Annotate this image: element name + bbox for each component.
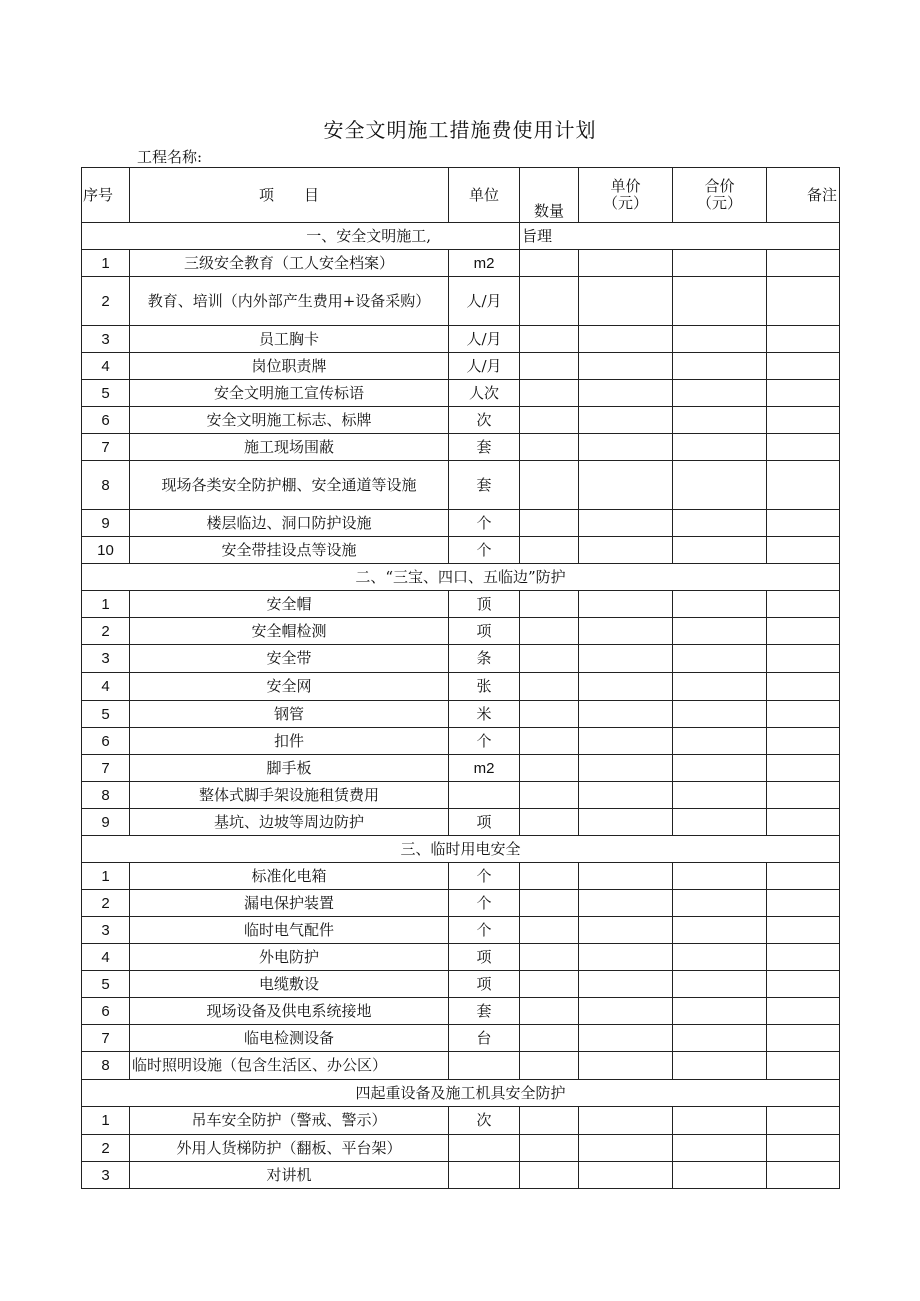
row-item: 漏电保护装置 [130,890,449,917]
row-no: 4 [82,944,130,971]
row-item: 安全带挂设点等设施 [130,537,449,564]
row-unit: 套 [449,434,520,461]
row-no: 6 [82,728,130,755]
table-row [82,728,840,755]
row-unit: 次 [449,1107,520,1135]
header-unit: 单位 [449,168,520,223]
table-row [82,809,840,836]
table-row [82,353,840,380]
row-unit: m2 [449,250,520,277]
row-unit: 人/月 [449,277,520,326]
table-row [82,645,840,673]
row-no: 4 [82,353,130,380]
row-unit: 顶 [449,591,520,618]
row-unit: 条 [449,645,520,673]
row-unit: 个 [449,510,520,537]
table-row [82,944,840,971]
row-item: 安全帽 [130,591,449,618]
table-row [82,782,840,809]
row-unit: 项 [449,618,520,645]
table-row [82,917,840,944]
table-row [82,510,840,537]
row-unit: 项 [449,809,520,836]
project-name-label: 工程名称: [137,148,203,166]
row-unit: 个 [449,890,520,917]
table-row [82,461,840,510]
row-unit: 项 [449,971,520,998]
row-no: 2 [82,1135,130,1162]
row-unit: 个 [449,917,520,944]
row-no: 7 [82,1025,130,1052]
row-no: 6 [82,407,130,434]
cost-plan-table [81,167,840,1189]
row-no: 3 [82,645,130,673]
row-item: 安全帽检测 [130,618,449,645]
section-title: 一、安全文明施工, [82,223,520,250]
section-title: 二、“三宝、四口、五临边”防护 [82,564,840,591]
row-item: 钢管 [130,701,449,728]
table-row [82,407,840,434]
row-unit: 套 [449,998,520,1025]
page-title: 安全文明施工措施费使用计划 [323,118,597,142]
row-no: 7 [82,434,130,461]
row-unit: 人/月 [449,326,520,353]
row-item: 教育、培训（内外部产生费用+设备采购） [130,277,449,326]
row-item: 标准化电箱 [130,863,449,890]
table-row [82,1025,840,1052]
row-no: 8 [82,461,130,510]
row-unit [449,1135,520,1162]
row-unit: 张 [449,673,520,701]
table-row [82,618,840,645]
header-row [82,168,840,223]
table-row [82,434,840,461]
row-item: 岗位职责牌 [130,353,449,380]
table-row [82,701,840,728]
row-item: 外用人货梯防护（翻板、平台架） [130,1135,449,1162]
row-no: 1 [82,1107,130,1135]
row-no: 1 [82,250,130,277]
row-no: 3 [82,1162,130,1189]
row-item: 外电防护 [130,944,449,971]
row-unit [449,1052,520,1080]
row-unit [449,1162,520,1189]
header-total-line2: （元） [696,194,742,212]
row-unit: 个 [449,728,520,755]
row-no: 8 [82,782,130,809]
section-row [82,223,840,250]
row-no: 3 [82,326,130,353]
row-no: 2 [82,890,130,917]
section-extra: 旨理 [520,223,840,250]
header-unit-price-line2: （元） [602,194,648,212]
header-qty: 数量 [520,168,579,223]
table-row [82,755,840,782]
row-no: 8 [82,1052,130,1080]
row-item: 扣件 [130,728,449,755]
row-item: 安全文明施工标志、标牌 [130,407,449,434]
row-unit: 套 [449,461,520,510]
row-item: 现场设备及供电系统接地 [130,998,449,1025]
row-no: 10 [82,537,130,564]
row-unit: 人次 [449,380,520,407]
table-row [82,250,840,277]
row-item: 对讲机 [130,1162,449,1189]
row-no: 9 [82,510,130,537]
row-item: 三级安全教育（工人安全档案） [130,250,449,277]
section-row [82,1080,840,1107]
table-row [82,591,840,618]
table-row [82,277,840,326]
table-row [82,890,840,917]
row-unit [449,782,520,809]
row-no: 7 [82,755,130,782]
row-no: 1 [82,591,130,618]
row-unit: 个 [449,863,520,890]
row-item: 员工胸卡 [130,326,449,353]
row-no: 5 [82,971,130,998]
table-row [82,998,840,1025]
table-row [82,537,840,564]
table-row [82,380,840,407]
row-no: 5 [82,380,130,407]
table-row [82,673,840,701]
section-title: 三、临时用电安全 [82,836,840,863]
row-item: 安全文明施工宣传标语 [130,380,449,407]
row-item: 现场各类安全防护棚、安全通道等设施 [130,461,449,510]
section-title: 四起重设备及施工机具安全防护 [82,1080,840,1107]
header-unit-price-line1: 单价 [610,177,641,195]
header-note: 备注 [767,168,840,223]
row-item: 楼层临边、洞口防护设施 [130,510,449,537]
row-no: 6 [82,998,130,1025]
row-no: 1 [82,863,130,890]
table-row [82,1135,840,1162]
row-item: 临时电气配件 [130,917,449,944]
row-no: 3 [82,917,130,944]
row-item: 临时照明设施（包含生活区、办公区） [130,1052,449,1080]
row-unit: 台 [449,1025,520,1052]
row-item: 脚手板 [130,755,449,782]
row-unit: 个 [449,537,520,564]
row-item: 临电检测设备 [130,1025,449,1052]
row-item: 基坑、边坡等周边防护 [130,809,449,836]
row-item: 安全带 [130,645,449,673]
row-no: 2 [82,618,130,645]
table-row [82,1107,840,1135]
header-item: 项 目 [130,168,449,223]
row-item: 电缆敷设 [130,971,449,998]
row-item: 施工现场围蔽 [130,434,449,461]
row-unit: 人/月 [449,353,520,380]
section-row [82,564,840,591]
row-no: 4 [82,673,130,701]
row-no: 9 [82,809,130,836]
row-item: 整体式脚手架设施租赁费用 [130,782,449,809]
row-unit: 项 [449,944,520,971]
table-row [82,326,840,353]
row-item: 吊车安全防护（警戒、警示） [130,1107,449,1135]
header-total [673,168,767,223]
header-seq: 序号 [82,168,130,223]
table-row [82,1162,840,1189]
row-unit: m2 [449,755,520,782]
table-row [82,863,840,890]
header-total-line1: 合价 [704,177,735,195]
row-item: 安全网 [130,673,449,701]
table-row [82,1052,840,1080]
row-no: 2 [82,277,130,326]
row-unit: 米 [449,701,520,728]
table-row [82,971,840,998]
section-row [82,836,840,863]
header-unit-price [579,168,673,223]
row-unit: 次 [449,407,520,434]
row-no: 5 [82,701,130,728]
